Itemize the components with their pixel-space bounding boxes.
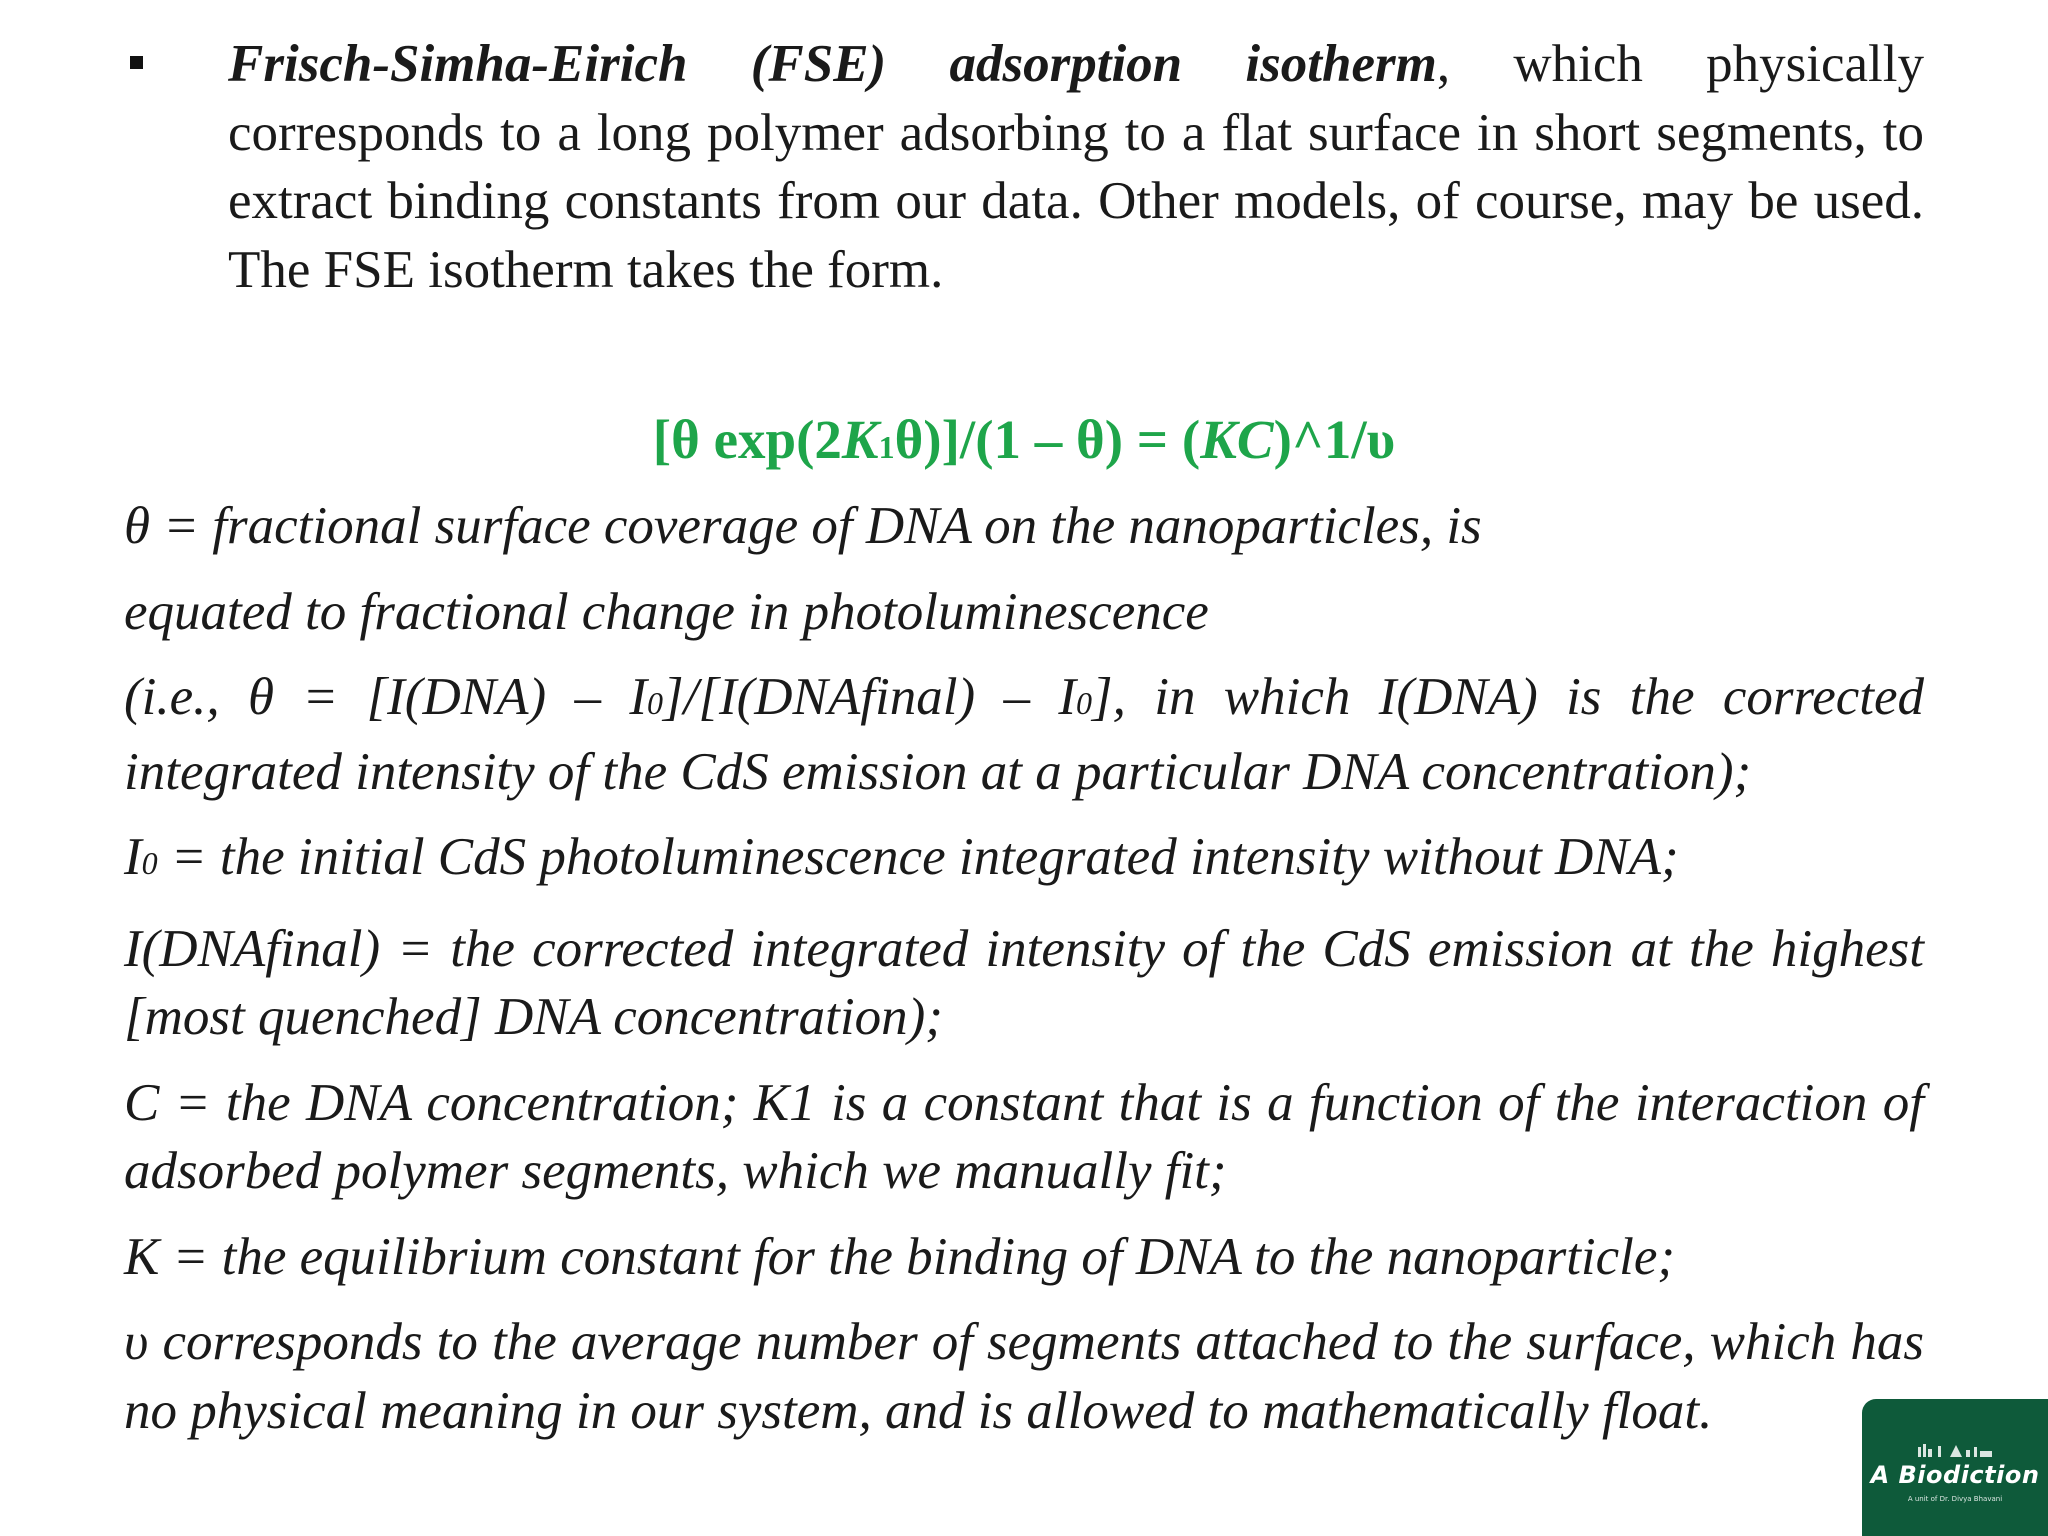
logo-name: A Biodiction [1870, 1461, 2040, 1489]
skyline-icon [1916, 1441, 1996, 1457]
equation-part-1: [θ exp(2 [652, 409, 842, 470]
equation-part-2: θ)]/(1 – θ) = ( [894, 409, 1201, 470]
upsilon-text: υ corresponds to the average number of segments attached to the surface, which has no physical meaning in our system, and is allowed to mathematically float. [124, 1313, 1924, 1440]
equation-k-symbol: K [841, 409, 879, 470]
definition-theta-cont [124, 578, 1924, 647]
definition-theta-line-1: θ = fractional surface coverage of DNA on the nanoparticles, is [124, 497, 1482, 555]
bullet-body: , which physically corresponds to a long polymer adsorbing to a flat surface in short segments, to extract binding constants from our data. Other models, of course, may be used. The FSE isotherm takes the form. [228, 35, 1924, 299]
theta-formula-part-2: ]/[I(DNAfinal) – I [663, 668, 1076, 726]
i0-symbol: I [124, 828, 142, 886]
logo-tagline: A unit of Dr. Divya Bhavani [1907, 1495, 2003, 1503]
bullet-paragraph [124, 30, 1924, 304]
definitions-list [124, 492, 1924, 1462]
theta-formula-part-1: (i.e., θ = [I(DNA) – I [124, 668, 647, 726]
equation-part-3: )^1/υ [1273, 409, 1396, 470]
theta-formula-sub-1: 0 [647, 685, 663, 721]
definition-theta-formula [124, 663, 1924, 806]
k-text: K = the equilibrium constant for the binding of DNA to the nanoparticle; [124, 1227, 1676, 1286]
square-bullet-icon [130, 56, 143, 69]
definition-theta [124, 492, 1924, 561]
theta-formula-part-3: ], in which I(DNA) is the corrected integrated intensity of the CdS emission at a particular DNA concentration); [124, 668, 1925, 801]
isotherm-term: Frisch-Simha-Eirich (FSE) adsorption isotherm [228, 35, 1437, 93]
i0-text: = the initial CdS photoluminescence integrated intensity without DNA; [157, 828, 1679, 886]
equation-kc-symbol: KC [1200, 409, 1274, 470]
theta-formula-sub-2: 0 [1075, 685, 1092, 721]
definition-i0 [124, 823, 1924, 898]
fse-equation [0, 404, 2048, 483]
definition-upsilon [124, 1308, 1924, 1445]
definition-idnafinal [124, 915, 1924, 1052]
definition-c-k1 [124, 1069, 1924, 1206]
equation-k-subscript: 1 [878, 429, 895, 465]
c-k1-text: C = the DNA concentration; K1 is a constant that is a function of the interaction of adsorbed polymer segments, which we manually fit; [124, 1073, 1924, 1200]
biodiction-logo [1862, 1399, 2048, 1536]
idnafinal-text: I(DNAfinal) = the corrected integrated intensity of the CdS emission at the highest [most quenched] DNA concentration); [124, 919, 1924, 1046]
i0-subscript: 0 [141, 845, 158, 881]
definition-theta-line-2: equated to fractional change in photoluminescence [124, 582, 1209, 641]
definition-k [124, 1223, 1924, 1292]
bullet-text [228, 30, 1924, 304]
